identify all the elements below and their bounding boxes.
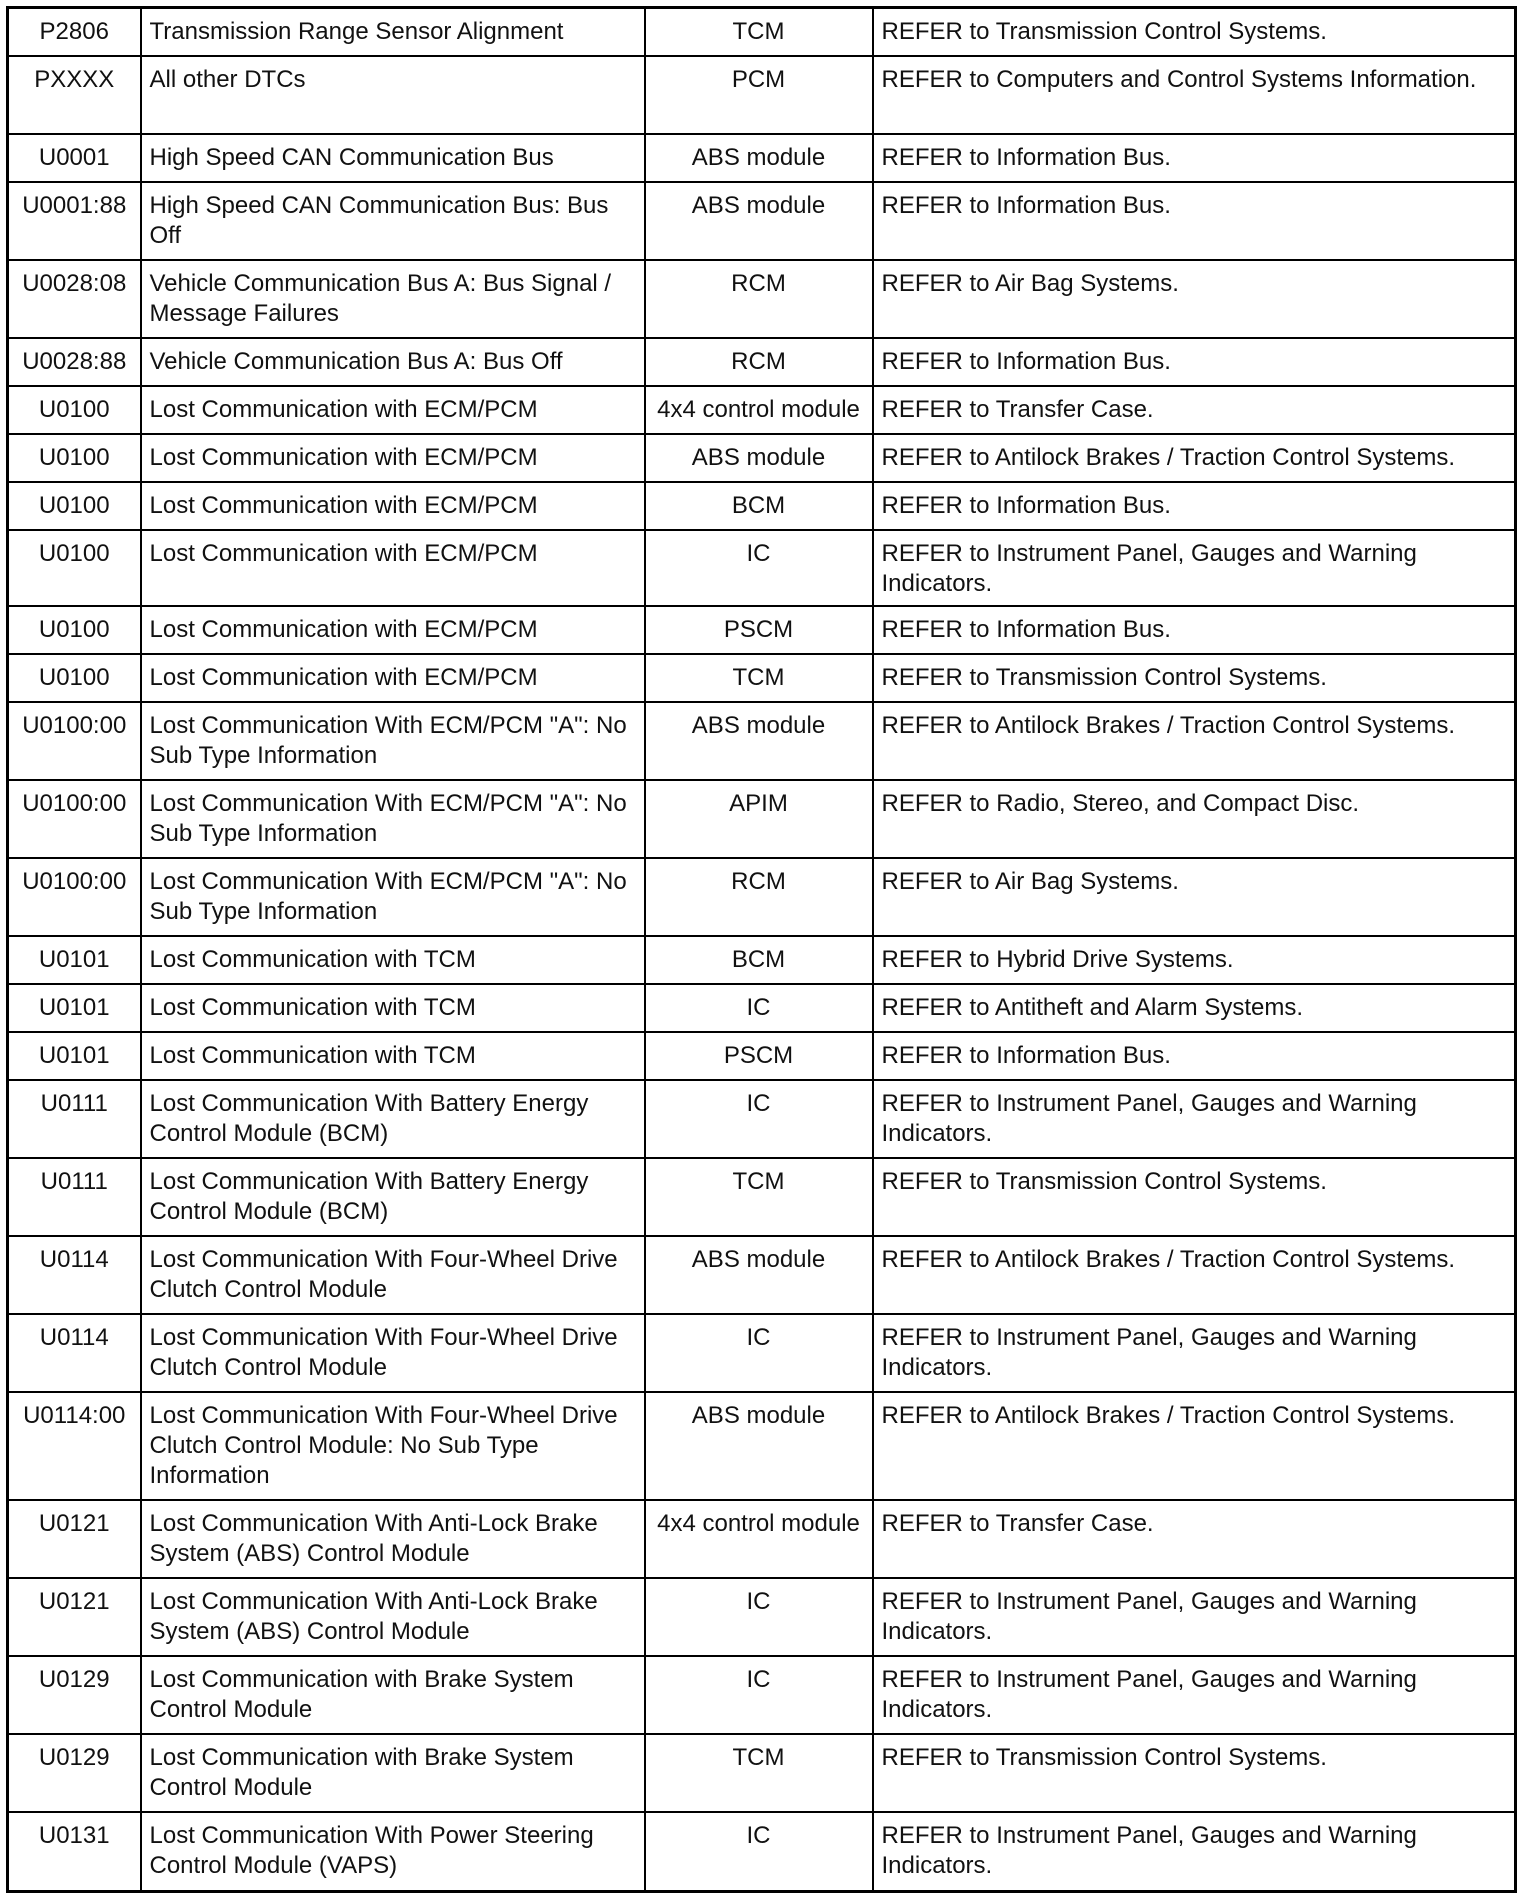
source-module-cell: RCM (645, 338, 873, 386)
table-row (8, 1158, 1516, 1236)
source-module-cell: BCM (645, 482, 873, 530)
dtc-code-cell: U0100 (8, 386, 141, 434)
dtc-description-cell: Lost Communication With ECM/PCM "A": No Sub Type Information (141, 702, 645, 780)
action-cell: REFER to Information Bus. (873, 338, 1516, 386)
table-row (8, 1656, 1516, 1734)
action-cell: REFER to Transmission Control Systems. (873, 654, 1516, 702)
source-module-cell: IC (645, 1578, 873, 1656)
source-module-cell: PCM (645, 56, 873, 134)
dtc-code-cell: U0100:00 (8, 858, 141, 936)
source-module-cell: 4x4 control module (645, 386, 873, 434)
action-cell: REFER to Air Bag Systems. (873, 260, 1516, 338)
dtc-code-cell: U0100 (8, 530, 141, 606)
action-cell: REFER to Instrument Panel, Gauges and Warning Indicators. (873, 530, 1516, 606)
table-row (8, 702, 1516, 780)
table-row (8, 1734, 1516, 1812)
dtc-description-cell: Vehicle Communication Bus A: Bus Off (141, 338, 645, 386)
dtc-description-cell: Lost Communication With ECM/PCM "A": No Sub Type Information (141, 858, 645, 936)
dtc-code-cell: U0101 (8, 984, 141, 1032)
source-module-cell: IC (645, 530, 873, 606)
dtc-code-cell: U0028:88 (8, 338, 141, 386)
dtc-description-cell: Lost Communication With Battery Energy Control Module (BCM) (141, 1158, 645, 1236)
dtc-description-cell: Lost Communication with ECM/PCM (141, 434, 645, 482)
table-row (8, 1314, 1516, 1392)
table-row (8, 858, 1516, 936)
dtc-reference-page (6, 6, 1514, 1893)
dtc-table-body (8, 8, 1516, 1892)
dtc-code-cell: U0100 (8, 434, 141, 482)
table-row (8, 1080, 1516, 1158)
dtc-code-cell: U0121 (8, 1500, 141, 1578)
source-module-cell: ABS module (645, 1392, 873, 1500)
dtc-description-cell: Lost Communication with ECM/PCM (141, 530, 645, 606)
source-module-cell: TCM (645, 654, 873, 702)
dtc-code-cell: U0100:00 (8, 702, 141, 780)
action-cell: REFER to Instrument Panel, Gauges and Warning Indicators. (873, 1812, 1516, 1892)
table-row (8, 936, 1516, 984)
dtc-code-cell: U0114:00 (8, 1392, 141, 1500)
dtc-code-cell: U0100:00 (8, 780, 141, 858)
source-module-cell: 4x4 control module (645, 1500, 873, 1578)
table-row (8, 182, 1516, 260)
source-module-cell: RCM (645, 858, 873, 936)
source-module-cell: ABS module (645, 182, 873, 260)
dtc-code-cell: U0114 (8, 1314, 141, 1392)
table-row (8, 260, 1516, 338)
source-module-cell: IC (645, 1080, 873, 1158)
table-row (8, 386, 1516, 434)
dtc-description-cell: Lost Communication with TCM (141, 936, 645, 984)
dtc-description-cell: Lost Communication with ECM/PCM (141, 482, 645, 530)
dtc-description-cell: High Speed CAN Communication Bus (141, 134, 645, 182)
source-module-cell: IC (645, 1314, 873, 1392)
dtc-description-cell: Lost Communication with ECM/PCM (141, 654, 645, 702)
action-cell: REFER to Instrument Panel, Gauges and Warning Indicators. (873, 1656, 1516, 1734)
dtc-description-cell: Lost Communication With Four-Wheel Drive Clutch Control Module: No Sub Type Information (141, 1392, 645, 1500)
source-module-cell: TCM (645, 1734, 873, 1812)
table-row (8, 984, 1516, 1032)
source-module-cell: ABS module (645, 1236, 873, 1314)
source-module-cell: PSCM (645, 1032, 873, 1080)
action-cell: REFER to Transmission Control Systems. (873, 1734, 1516, 1812)
table-row (8, 338, 1516, 386)
dtc-description-cell: All other DTCs (141, 56, 645, 134)
source-module-cell: PSCM (645, 606, 873, 654)
dtc-code-cell: U0111 (8, 1158, 141, 1236)
source-module-cell: BCM (645, 936, 873, 984)
dtc-description-cell: Lost Communication with TCM (141, 984, 645, 1032)
source-module-cell: IC (645, 984, 873, 1032)
dtc-description-cell: Lost Communication With Anti-Lock Brake System (ABS) Control Module (141, 1500, 645, 1578)
table-row (8, 134, 1516, 182)
dtc-code-cell: U0101 (8, 1032, 141, 1080)
dtc-description-cell: Lost Communication With Battery Energy Control Module (BCM) (141, 1080, 645, 1158)
dtc-code-cell: U0101 (8, 936, 141, 984)
dtc-description-cell: Lost Communication With ECM/PCM "A": No Sub Type Information (141, 780, 645, 858)
action-cell: REFER to Antilock Brakes / Traction Control Systems. (873, 1392, 1516, 1500)
action-cell: REFER to Instrument Panel, Gauges and Warning Indicators. (873, 1080, 1516, 1158)
dtc-description-cell: Lost Communication with Brake System Control Module (141, 1734, 645, 1812)
action-cell: REFER to Information Bus. (873, 606, 1516, 654)
dtc-description-cell: Vehicle Communication Bus A: Bus Signal / Message Failures (141, 260, 645, 338)
action-cell: REFER to Air Bag Systems. (873, 858, 1516, 936)
dtc-code-cell: U0121 (8, 1578, 141, 1656)
table-row (8, 1236, 1516, 1314)
dtc-code-cell: U0028:08 (8, 260, 141, 338)
dtc-table (6, 6, 1517, 1893)
dtc-code-cell: U0001 (8, 134, 141, 182)
source-module-cell: ABS module (645, 434, 873, 482)
dtc-description-cell: Lost Communication With Power Steering Control Module (VAPS) (141, 1812, 645, 1892)
dtc-code-cell: PXXXX (8, 56, 141, 134)
dtc-code-cell: U0100 (8, 606, 141, 654)
dtc-description-cell: Transmission Range Sensor Alignment (141, 8, 645, 56)
dtc-code-cell: U0001:88 (8, 182, 141, 260)
table-row (8, 1032, 1516, 1080)
dtc-description-cell: High Speed CAN Communication Bus: Bus Off (141, 182, 645, 260)
action-cell: REFER to Hybrid Drive Systems. (873, 936, 1516, 984)
table-row (8, 1392, 1516, 1500)
table-row (8, 1578, 1516, 1656)
source-module-cell: TCM (645, 1158, 873, 1236)
dtc-description-cell: Lost Communication with ECM/PCM (141, 386, 645, 434)
source-module-cell: ABS module (645, 134, 873, 182)
table-row (8, 530, 1516, 606)
table-row (8, 56, 1516, 134)
action-cell: REFER to Transmission Control Systems. (873, 8, 1516, 56)
action-cell: REFER to Antilock Brakes / Traction Control Systems. (873, 702, 1516, 780)
source-module-cell: APIM (645, 780, 873, 858)
dtc-description-cell: Lost Communication with Brake System Control Module (141, 1656, 645, 1734)
action-cell: REFER to Antilock Brakes / Traction Control Systems. (873, 434, 1516, 482)
table-row (8, 1500, 1516, 1578)
table-row (8, 434, 1516, 482)
table-row (8, 780, 1516, 858)
source-module-cell: TCM (645, 8, 873, 56)
action-cell: REFER to Instrument Panel, Gauges and Warning Indicators. (873, 1314, 1516, 1392)
source-module-cell: RCM (645, 260, 873, 338)
dtc-code-cell: U0100 (8, 654, 141, 702)
dtc-code-cell: U0100 (8, 482, 141, 530)
dtc-description-cell: Lost Communication With Anti-Lock Brake System (ABS) Control Module (141, 1578, 645, 1656)
dtc-code-cell: U0129 (8, 1656, 141, 1734)
action-cell: REFER to Information Bus. (873, 482, 1516, 530)
action-cell: REFER to Information Bus. (873, 134, 1516, 182)
source-module-cell: IC (645, 1656, 873, 1734)
action-cell: REFER to Instrument Panel, Gauges and Warning Indicators. (873, 1578, 1516, 1656)
dtc-description-cell: Lost Communication with TCM (141, 1032, 645, 1080)
dtc-code-cell: P2806 (8, 8, 141, 56)
action-cell: REFER to Information Bus. (873, 182, 1516, 260)
dtc-code-cell: U0114 (8, 1236, 141, 1314)
table-row (8, 606, 1516, 654)
source-module-cell: ABS module (645, 702, 873, 780)
action-cell: REFER to Antitheft and Alarm Systems. (873, 984, 1516, 1032)
table-row (8, 1812, 1516, 1892)
dtc-description-cell: Lost Communication With Four-Wheel Drive Clutch Control Module (141, 1314, 645, 1392)
action-cell: REFER to Computers and Control Systems Information. (873, 56, 1516, 134)
action-cell: REFER to Information Bus. (873, 1032, 1516, 1080)
table-row (8, 654, 1516, 702)
dtc-code-cell: U0129 (8, 1734, 141, 1812)
action-cell: REFER to Radio, Stereo, and Compact Disc. (873, 780, 1516, 858)
table-row (8, 8, 1516, 56)
action-cell: REFER to Transfer Case. (873, 1500, 1516, 1578)
source-module-cell: IC (645, 1812, 873, 1892)
action-cell: REFER to Transfer Case. (873, 386, 1516, 434)
dtc-description-cell: Lost Communication with ECM/PCM (141, 606, 645, 654)
dtc-code-cell: U0111 (8, 1080, 141, 1158)
dtc-code-cell: U0131 (8, 1812, 141, 1892)
action-cell: REFER to Antilock Brakes / Traction Control Systems. (873, 1236, 1516, 1314)
table-row (8, 482, 1516, 530)
dtc-description-cell: Lost Communication With Four-Wheel Drive Clutch Control Module (141, 1236, 645, 1314)
action-cell: REFER to Transmission Control Systems. (873, 1158, 1516, 1236)
